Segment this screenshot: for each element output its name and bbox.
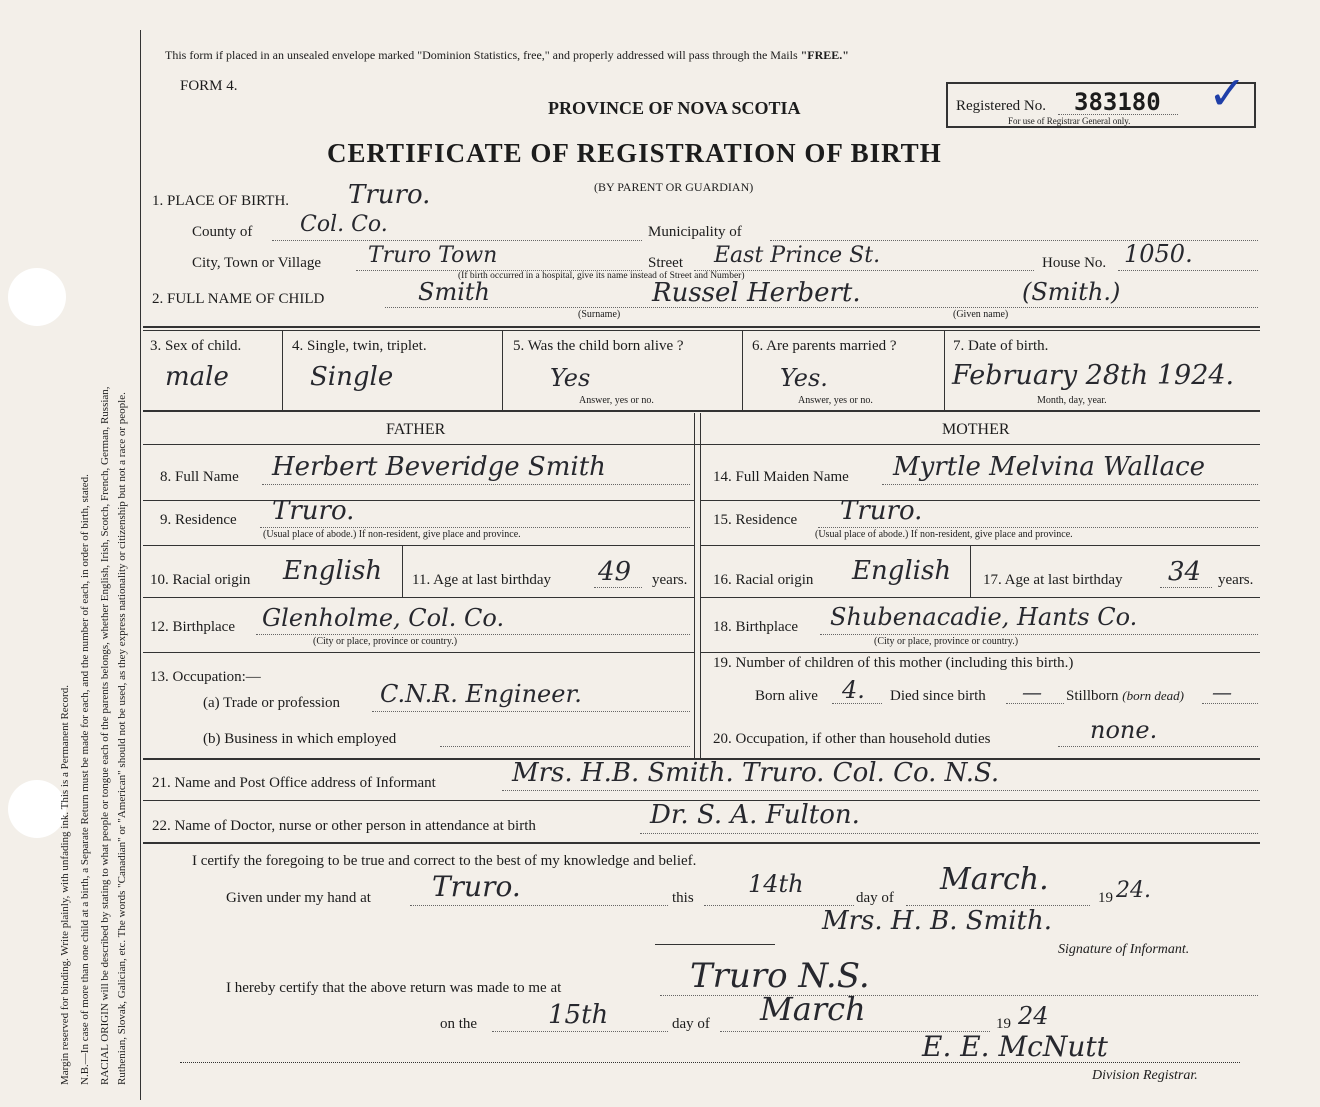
mother-name-value: Myrtle Melvina Wallace	[893, 452, 1206, 482]
city-value: Truro Town	[368, 243, 498, 268]
parents-married-value: Yes.	[780, 364, 828, 392]
given-place-value: Truro.	[432, 870, 521, 903]
business-label: (b) Business in which employed	[203, 731, 397, 747]
street-label: Street	[648, 255, 683, 271]
father-name-value: Herbert Beveridge Smith	[272, 452, 606, 482]
parents-married-label: 6. Are parents married ?	[752, 338, 897, 354]
born-alive-count-value: 4.	[842, 676, 865, 704]
house-label: House No.	[1042, 255, 1107, 271]
binding-hole-top	[8, 268, 66, 326]
check-mark-icon: ✓	[1208, 68, 1247, 119]
stillborn-value: —	[1212, 680, 1232, 704]
father-occupation-label: 13. Occupation:—	[150, 669, 261, 685]
registrar-on-the-label: on the	[440, 1016, 478, 1032]
date-of-birth-label: 7. Date of birth.	[953, 338, 1049, 354]
mother-residence-value: Truro.	[840, 496, 923, 526]
certify-year-prefix: 19	[1098, 890, 1113, 906]
trade-value: C.N.R. Engineer.	[380, 680, 582, 708]
died-since-birth-label: Died since birth	[890, 688, 986, 704]
mother-birthplace-note: (City or place, province or country.)	[874, 636, 1019, 647]
mother-residence-note: (Usual place of abode.) If non-resident, give place and province.	[815, 529, 1073, 540]
mother-heading: MOTHER	[942, 421, 1010, 438]
born-alive-note: Answer, yes or no.	[579, 395, 654, 406]
child-surname-value: Smith	[418, 278, 490, 306]
informant-value: Mrs. H.B. Smith. Truro. Col. Co. N.S.	[512, 758, 1000, 788]
born-alive-label: 5. Was the child born alive ?	[513, 338, 684, 354]
informant-signature: Mrs. H. B. Smith.	[822, 906, 1053, 936]
registrar-day-value: 15th	[548, 1000, 609, 1030]
registered-box	[946, 68, 1256, 128]
county-value: Col. Co.	[300, 212, 388, 237]
registrar-statement: I hereby certify that the above return was made to me at	[226, 980, 562, 996]
father-heading: FATHER	[386, 421, 446, 438]
registered-value: 383180	[1074, 88, 1161, 116]
doctor-value: Dr. S. A. Fulton.	[650, 800, 860, 830]
date-of-birth-value: February 28th 1924.	[952, 360, 1235, 391]
place-of-birth-value: Truro.	[348, 180, 431, 210]
city-label: City, Town or Village	[192, 255, 322, 271]
stillborn-text: Stillborn	[1066, 688, 1119, 704]
trade-label: (a) Trade or profession	[203, 695, 341, 711]
mother-occupation-value: none.	[1090, 716, 1158, 744]
father-birthplace-label: 12. Birthplace	[150, 619, 235, 635]
certify-month-value: March.	[940, 862, 1049, 897]
father-years-label: years.	[652, 572, 688, 588]
child-given-value: Russel Herbert.	[652, 278, 861, 308]
margin-rule	[140, 30, 141, 1100]
province-heading: PROVINCE OF NOVA SCOTIA	[548, 98, 801, 118]
certify-day-of-label: day of	[856, 890, 894, 906]
plurality-value: Single	[310, 362, 394, 392]
mother-birthplace-value: Shubenacadie, Hants Co.	[830, 603, 1138, 631]
surname-caption: (Surname)	[578, 309, 621, 320]
child-name-label: 2. FULL NAME OF CHILD	[152, 291, 325, 307]
street-note: (If birth occurred in a hospital, give its name instead of Street and Number)	[458, 271, 745, 281]
certify-year-value: 24.	[1116, 878, 1151, 903]
mother-occupation-label: 20. Occupation, if other than household duties	[713, 731, 991, 747]
place-of-birth-label: 1. PLACE OF BIRTH.	[152, 193, 290, 209]
mother-years-label: years.	[1218, 572, 1254, 588]
registrar-year-prefix: 19	[996, 1016, 1011, 1032]
margin-note-2: N.B.—In case of more than one child at a birth, a Separate Return must be made for each, and the number of each, in order of birth, stated.	[79, 474, 91, 1085]
mother-name-label: 14. Full Maiden Name	[713, 469, 849, 485]
mother-age-label: 17. Age at last birthday	[983, 572, 1123, 588]
informant-signature-label: Signature of Informant.	[1058, 942, 1190, 957]
registrar-place-value: Truro N.S.	[690, 956, 870, 996]
child-given-extra: (Smith.)	[1022, 278, 1121, 306]
parents-married-note: Answer, yes or no.	[798, 395, 873, 406]
registrar-month-value: March	[760, 990, 866, 1028]
father-race-value: English	[283, 556, 383, 586]
registrar-signature: E. E. McNutt	[922, 1030, 1108, 1063]
mother-age-value: 34	[1168, 557, 1202, 587]
house-value: 1050.	[1124, 240, 1193, 268]
county-label: County of	[192, 224, 253, 240]
father-name-label: 8. Full Name	[160, 469, 239, 485]
father-race-label: 10. Racial origin	[150, 572, 251, 588]
given-label: Given under my hand at	[226, 890, 371, 906]
father-birthplace-value: Glenholme, Col. Co.	[262, 604, 505, 632]
registrar-day-of-label: day of	[672, 1016, 710, 1032]
father-age-value: 49	[598, 557, 632, 587]
registered-label: Registered No.	[956, 98, 1046, 114]
mother-race-value: English	[852, 556, 952, 586]
margin-note-4: Ruthenian, Slovak, Galician, etc. The words "Canadian" or "American" should not be used, as they express nationality or citizenship but not a race or people.	[116, 392, 128, 1085]
informant-label: 21. Name and Post Office address of Informant	[152, 775, 436, 791]
mother-race-label: 16. Racial origin	[713, 572, 814, 588]
given-name-caption: (Given name)	[953, 309, 1009, 320]
page-subtitle: (BY PARENT OR GUARDIAN)	[594, 180, 754, 194]
certify-day-value: 14th	[748, 870, 804, 898]
date-of-birth-note: Month, day, year.	[1037, 395, 1107, 406]
sex-label: 3. Sex of child.	[150, 338, 242, 354]
plurality-label: 4. Single, twin, triplet.	[292, 338, 427, 354]
margin-note-1: Margin reserved for binding. Write plainly, with unfading ink. This is a Permanent Record.	[59, 685, 71, 1085]
this-label: this	[672, 890, 694, 906]
registrar-signature-label: Division Registrar.	[1092, 1068, 1198, 1083]
father-birthplace-note: (City or place, province or country.)	[313, 636, 458, 647]
registered-note: For use of Registrar General only.	[1008, 116, 1131, 126]
registrar-year-value: 24	[1018, 1002, 1049, 1030]
margin-note-3: RACIAL ORIGIN will be described by stating to what people or tongue each of the parents belongs, whether English, Irish, Scotch, French, German, Russian,	[99, 386, 111, 1085]
stillborn-label	[1066, 688, 1184, 705]
father-residence-note: (Usual place of abode.) If non-resident, give place and province.	[263, 529, 521, 540]
mother-birthplace-label: 18. Birthplace	[713, 619, 798, 635]
stillborn-note: (born dead)	[1122, 688, 1185, 703]
page-title: CERTIFICATE OF REGISTRATION OF BIRTH	[327, 138, 942, 168]
mail-note-text: This form if placed in an unsealed envelope marked "Dominion Statistics, free," and properly addressed will pass through the Mails	[165, 48, 801, 62]
children-count-label: 19. Number of children of this mother (including this birth.)	[713, 655, 1074, 671]
died-since-birth-value: —	[1022, 680, 1042, 704]
father-residence-value: Truro.	[272, 496, 355, 526]
father-age-label: 11. Age at last birthday	[412, 572, 551, 588]
doctor-label: 22. Name of Doctor, nurse or other person in attendance at birth	[152, 818, 536, 834]
certify-statement: I certify the foregoing to be true and correct to the best of my knowledge and belief.	[192, 853, 697, 869]
municipality-label: Municipality of	[648, 224, 742, 240]
born-alive-value: Yes	[550, 364, 591, 392]
mail-note	[165, 48, 849, 63]
mother-residence-label: 15. Residence	[713, 512, 798, 528]
born-alive-count-label: Born alive	[755, 688, 818, 704]
form-number: FORM 4.	[180, 78, 238, 94]
father-residence-label: 9. Residence	[160, 512, 237, 528]
street-value: East Prince St.	[714, 243, 881, 268]
mail-note-free: "FREE."	[800, 48, 849, 62]
sex-value: male	[165, 362, 229, 392]
